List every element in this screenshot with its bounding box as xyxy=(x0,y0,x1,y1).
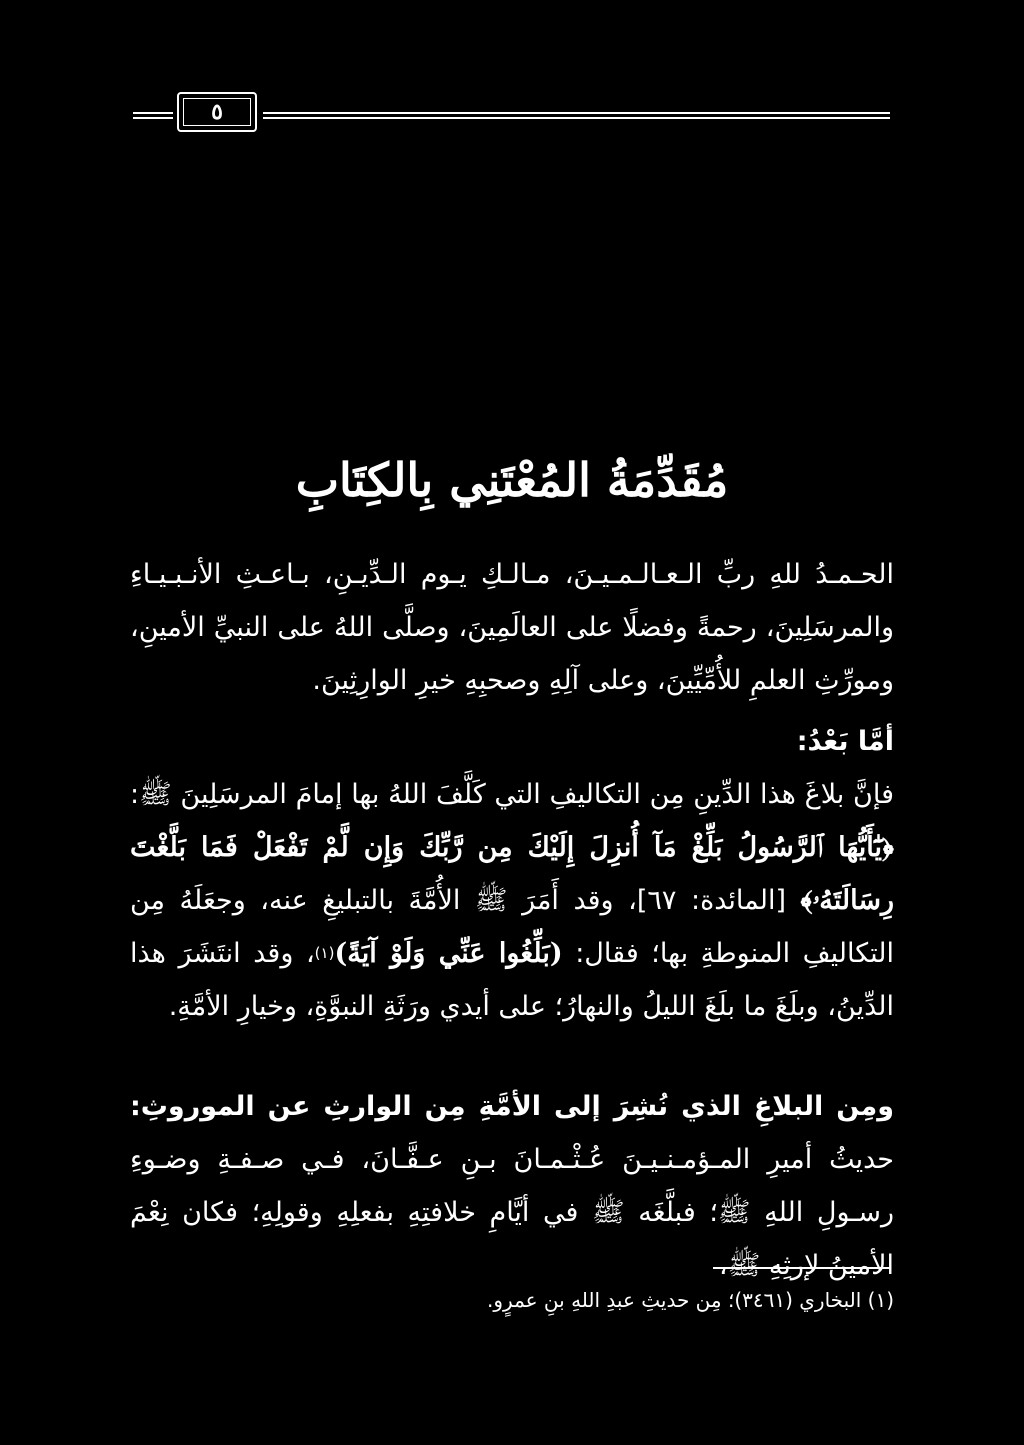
header-rule-left xyxy=(133,112,173,119)
body-text-2: [المائدة: ٦٧]، وقد أَمَرَ ﷺ الأُمَّةَ بالتبليغِ عنه، وجعَلَهُ مِن التكاليفِ المنوطةِ بها؛ فقال: xyxy=(130,885,894,969)
third-paragraph-lead: ومِن البلاغِ الذي نُشِرَ إلى الأمَّةِ مِن الوارثِ عن الموروثِ: xyxy=(130,1091,894,1122)
quran-verse-1: ﴿يَٰٓأَيُّهَا ٱلرَّسُولُ بَلِّغْ مَآ أُنزِلَ إِلَيْكَ مِن رَّبِّكَ وَإِن لَّمْ تَفْعَلْ فَمَا بَلَّغْتَ رِسَالَتَهُۥ﴾ xyxy=(130,832,894,916)
header-rule-right xyxy=(263,112,890,119)
body-paragraph xyxy=(130,768,894,1033)
body-text-1: فإنَّ بلاغَ هذا الدِّينِ مِن التكاليفِ التي كَلَّفَ اللهُ بها إمامَ المرسَلِينَ ﷺ: xyxy=(130,779,894,810)
page-number: ٥ xyxy=(183,98,251,126)
footnote: (١) البخاري (٣٤٦١)؛ مِن حديثِ عبدِ اللهِ بنِ عمرٍو. xyxy=(487,1288,894,1312)
body-text-3: ، وقد انتَشَرَ هذا الدِّينُ، وبلَغَ ما بلَغَ الليلُ والنهارُ؛ على أيدي ورَثَةِ النبوَّةِ، وخيارِ الأمَّةِ. xyxy=(130,938,894,1022)
third-paragraph xyxy=(130,1080,894,1292)
hadith-quote: (بَلِّغُوا عَنِّي وَلَوْ آيَةً) xyxy=(334,938,563,969)
footnote-separator xyxy=(713,1267,890,1269)
page-header xyxy=(133,86,890,146)
page-number-frame xyxy=(177,92,257,132)
intro-paragraph: الحـمـدُ للهِ ربِّ الـعـالـمـيـنَ، مـالـكِ يـوم الـدِّيـنِ، بـاعـثِ الأنـبـيـاءِ والمرسَلِينَ، رحمةً وفضلًا على العالَمِينَ، وصلَّى اللهُ على النبيِّ الأمينِ، ومورِّثِ العلمِ للأُمِّيِّينَ، وعلى آلِهِ وصحبِهِ خيرِ الوارِثِينَ. xyxy=(130,559,894,696)
third-paragraph-text: حديثُ أميرِ المـؤمـنـيـنَ عُـثْـمـانَ بـنِ عـفَّـانَ، فـي صـفـةِ وضـوءِ رسـولِ اللهِ ﷺ؛ فبلَّغَه ﷺ في أيَّامِ خلافتِهِ بفعلِهِ وقولِهِ؛ فكان نِعْمَ الأمينُ لإرثِهِ ﷺ، xyxy=(130,1144,894,1281)
amma-badu-heading: أمَّا بَعْدُ: xyxy=(796,726,894,757)
chapter-title: مُقَدِّمَةُ المُعْتَنِي بِالكِتَابِ xyxy=(295,453,729,507)
footnote-marker: (١) xyxy=(314,944,335,962)
